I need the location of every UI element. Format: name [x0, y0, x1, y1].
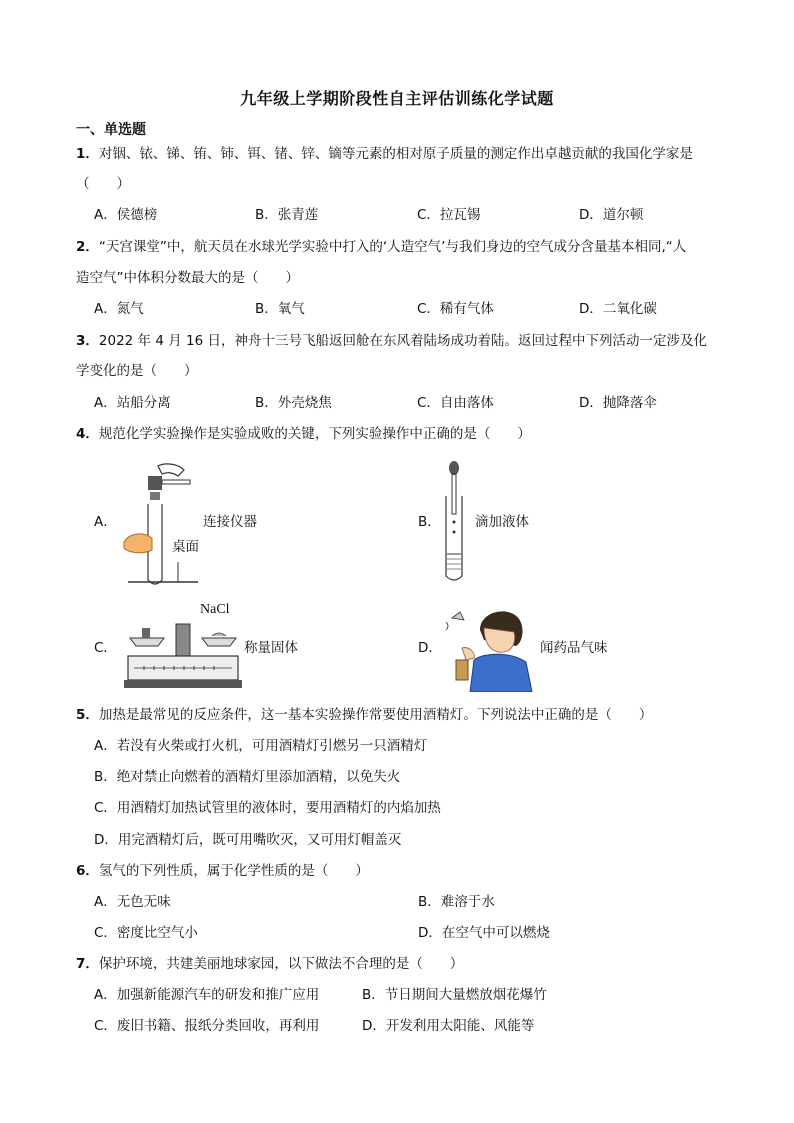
question-4-text: 4．规范化学实验操作是实验成败的关键，下列实验操作中正确的是（ ） — [76, 426, 531, 442]
test-tube-drawing — [446, 496, 462, 580]
question-number: 7． — [76, 956, 99, 972]
page-title: 九年级上学期阶段性自主评估训练化学试题 — [240, 89, 554, 108]
balance-foot-drawing — [124, 680, 242, 688]
stopper-base-drawing — [150, 492, 160, 500]
lower-hand-drawing — [124, 534, 152, 553]
question-number: 5． — [76, 707, 99, 723]
nacl-label: NaCl — [200, 602, 230, 617]
question-7-option-d[interactable]: D．开发利用太阳能、风能等 — [362, 1018, 535, 1034]
section-heading: 一、单选题 — [76, 122, 146, 138]
face-drawing — [484, 628, 515, 652]
left-pan-drawing — [130, 638, 164, 646]
question-3-option-c[interactable]: C．自由落体 — [417, 395, 494, 411]
question-7-option-b[interactable]: B．节日期间大量燃放烟花爆竹 — [362, 987, 547, 1003]
question-4-option-c[interactable]: C． — [94, 640, 117, 656]
question-3-text: 3．2022 年 4 月 16 日，神舟十三号飞船返回舱在东风着陆场成功着陆。返回过程中下列活动一定涉及化 — [76, 333, 707, 349]
question-number: 3． — [76, 333, 99, 349]
question-1-text-cont: （ ） — [76, 176, 130, 192]
right-pan-drawing — [202, 638, 236, 646]
question-4-option-b[interactable]: B． — [418, 514, 441, 530]
question-number: 2． — [76, 239, 99, 255]
dropper-tube-drawing — [452, 474, 456, 514]
question-3-option-d[interactable]: D．抛降落伞 — [579, 395, 657, 411]
glass-tube-drawing — [162, 480, 190, 484]
question-4-option-b-label: 滴加液体 — [475, 514, 529, 530]
question-1-option-a[interactable]: A．侯德榜 — [94, 207, 158, 223]
question-7-option-a[interactable]: A．加强新能源汽车的研发和推广应用 — [94, 987, 320, 1003]
fanning-hand-drawing — [462, 648, 474, 660]
question-5-text: 5．加热是最常见的反应条件，这一基本实验操作常要使用酒精灯。下列说法中正确的是（ ） — [76, 707, 653, 723]
question-5-option-a[interactable]: A．若没有火柴或打火机，可用酒精灯引燃另一只酒精灯 — [94, 738, 428, 754]
question-5-option-d[interactable]: D．用完酒精灯后，既可用嘴吹灭，又可用灯帽盖灭 — [94, 832, 402, 848]
question-1-option-d[interactable]: D．道尔顿 — [579, 207, 644, 223]
question-3-option-a[interactable]: A．站船分离 — [94, 395, 171, 411]
question-6-option-b[interactable]: B．难溶于水 — [418, 894, 495, 910]
question-6-option-d[interactable]: D．在空气中可以燃烧 — [418, 925, 550, 941]
question-2-text: 2．“天宫课堂”中，航天员在水球光学实验中打入的‘人造空气’与我们身边的空气成分含量基本相同,“人 — [76, 239, 687, 255]
question-2-option-b[interactable]: B．氧气 — [255, 301, 305, 317]
stopper-drawing — [452, 612, 464, 620]
question-4-option-c-label: 称量固体 — [244, 640, 298, 656]
connect-apparatus-figure — [118, 458, 200, 590]
question-4-option-d[interactable]: D． — [418, 640, 442, 656]
desk-label: 桌面 — [172, 539, 199, 555]
salt-pile-drawing — [212, 633, 226, 636]
upper-hand-drawing — [158, 464, 184, 476]
question-2-option-a[interactable]: A．氮气 — [94, 301, 144, 317]
dropper-bulb-drawing — [449, 461, 459, 475]
rubber-stopper-drawing — [148, 476, 162, 490]
question-number: 4． — [76, 426, 99, 442]
body-drawing — [470, 654, 532, 692]
question-3-text-cont: 学变化的是（ ） — [76, 363, 198, 379]
dropper-figure — [436, 460, 472, 586]
question-1-option-c[interactable]: C．拉瓦锡 — [417, 207, 481, 223]
weight-drawing — [142, 628, 150, 638]
question-4-option-d-label: 闻药品气味 — [540, 640, 608, 656]
question-2-text-cont: 造空气”中体积分数最大的是（ ） — [76, 270, 299, 286]
question-5-option-c[interactable]: C．用酒精灯加热试管里的液体时，要用酒精灯的内焰加热 — [94, 800, 441, 816]
center-post-drawing — [176, 624, 190, 656]
question-2-option-d[interactable]: D．二氧化碳 — [579, 301, 657, 317]
question-number: 6． — [76, 863, 99, 879]
question-2-option-c[interactable]: C．稀有气体 — [417, 301, 494, 317]
question-6-option-c[interactable]: C．密度比空气小 — [94, 925, 198, 941]
question-3-option-b[interactable]: B．外壳烧焦 — [255, 395, 332, 411]
bottle-drawing — [456, 660, 468, 680]
question-5-option-b[interactable]: B．绝对禁止向燃着的酒精灯里添加酒精，以免失火 — [94, 769, 401, 785]
question-6-text: 6．氢气的下列性质，属于化学性质的是（ ） — [76, 863, 369, 879]
question-1-option-b[interactable]: B．张青莲 — [255, 207, 319, 223]
question-1-text: 1．对铟、铱、锑、铕、铈、铒、锗、锌、镝等元素的相对原子质量的测定作出卓越贡献的我国化学家是 — [76, 146, 693, 162]
question-7-option-c[interactable]: C．废旧书籍、报纸分类回收，再利用 — [94, 1018, 320, 1034]
question-number: 1． — [76, 146, 99, 162]
balance-figure — [124, 616, 242, 694]
question-7-text: 7．保护环境，共建美丽地球家园，以下做法不合理的是（ ） — [76, 956, 464, 972]
question-4-option-a-label: 连接仪器 — [203, 514, 257, 530]
question-6-option-a[interactable]: A．无色无味 — [94, 894, 171, 910]
question-4-option-a[interactable]: A． — [94, 514, 117, 530]
smelling-figure — [440, 600, 534, 692]
